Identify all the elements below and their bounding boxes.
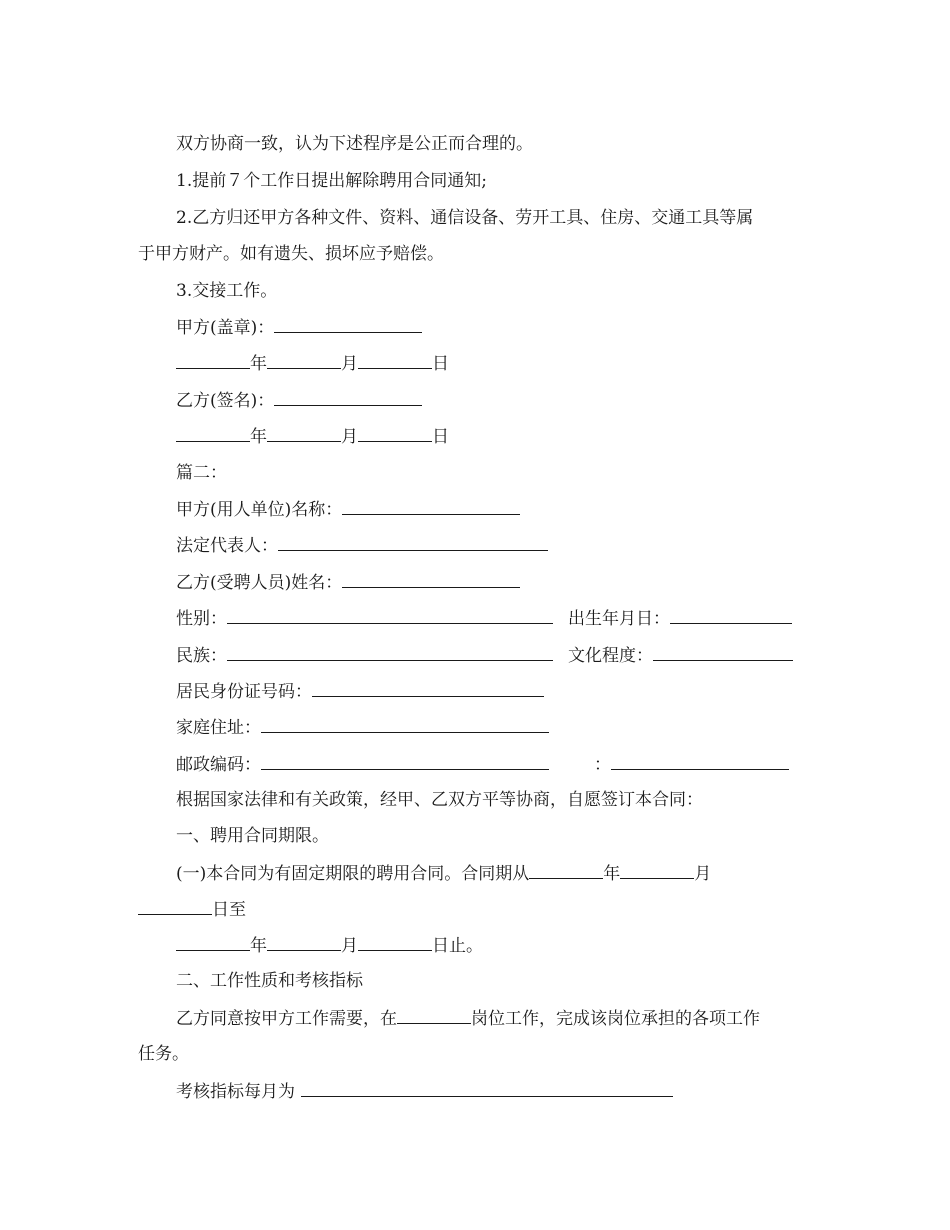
postcode-label: 邮政编码： [176, 755, 261, 775]
party-b-sign-row [176, 389, 422, 411]
term-start-day-row [138, 898, 246, 920]
ethnicity-blank[interactable] [227, 644, 553, 661]
term-text: (一)本合同为有固定期限的聘用合同。合同期从 [176, 864, 530, 884]
birth-label: 出生年月日： [568, 609, 670, 629]
ethnicity-label: 民族： [176, 646, 227, 666]
work-text-b: 岗位工作，完成该岗位承担的各项工作 [471, 1009, 760, 1029]
unnamed-field-blank[interactable] [611, 753, 789, 770]
party-a-seal-row [176, 316, 422, 338]
gender-label: 性别： [176, 609, 227, 629]
contract-basis: 根据国家法律和有关政策，经甲、乙双方平等协商，自愿签订本合同： [176, 790, 703, 810]
term-end-month-blank[interactable] [267, 934, 341, 951]
kpi-row [176, 1080, 673, 1102]
work-text-a: 乙方同意按甲方工作需要，在 [176, 1009, 397, 1029]
section-two-heading: 篇二： [176, 463, 227, 483]
id-number-label: 居民身份证号码： [176, 682, 312, 702]
work-heading: 二、工作性质和考核指标 [176, 971, 363, 991]
term-heading: 一、聘用合同期限。 [176, 826, 329, 846]
work-text-row [176, 1007, 760, 1029]
month-label: 月 [341, 354, 358, 374]
gender-row [176, 607, 553, 629]
kpi-label: 考核指标每月为 [176, 1082, 295, 1102]
id-number-row [176, 680, 544, 702]
term-month-label: 月 [694, 864, 712, 884]
employee-name-row [176, 571, 520, 593]
term-start-year-blank[interactable] [529, 862, 603, 879]
party-a-seal-label: 甲方(盖章)： [176, 318, 275, 338]
term-start-month-blank[interactable] [620, 862, 694, 879]
party-b-year-blank[interactable] [176, 425, 250, 442]
party-a-seal-blank[interactable] [274, 316, 422, 333]
party-a-month-blank[interactable] [267, 352, 341, 369]
party-b-sign-label: 乙方(签名)： [176, 391, 275, 411]
year-label: 年 [250, 354, 267, 374]
day-label: 日 [432, 427, 449, 447]
end-month-label: 月 [341, 936, 358, 956]
address-label: 家庭住址： [176, 718, 261, 738]
term-year-label: 年 [603, 864, 621, 884]
unnamed-field-row [594, 753, 789, 775]
kpi-blank[interactable] [301, 1080, 673, 1097]
legal-rep-label: 法定代表人： [176, 536, 278, 556]
term-start-row [176, 862, 711, 884]
party-b-sign-blank[interactable] [274, 389, 422, 406]
year-label: 年 [250, 427, 267, 447]
address-row [176, 716, 549, 738]
month-label: 月 [341, 427, 358, 447]
education-blank[interactable] [653, 644, 793, 661]
term-end-year-blank[interactable] [176, 934, 250, 951]
clause-2-line-2: 于甲方财产。如有遗失、损坏应予赔偿。 [138, 244, 444, 264]
day-label: 日 [432, 354, 449, 374]
unnamed-field-colon: ： [594, 755, 611, 775]
employer-name-row [176, 498, 520, 520]
end-year-label: 年 [250, 936, 267, 956]
work-text-line-2: 任务。 [138, 1044, 189, 1064]
term-start-day-blank[interactable] [138, 898, 212, 915]
party-b-month-blank[interactable] [267, 425, 341, 442]
party-a-date-row [176, 352, 449, 374]
clause-3: 3.交接工作。 [176, 281, 278, 301]
postcode-row [176, 753, 549, 775]
position-blank[interactable] [397, 1007, 471, 1024]
party-b-day-blank[interactable] [358, 425, 432, 442]
paragraph-consensus: 双方协商一致，认为下述程序是公正而合理的。 [176, 134, 533, 154]
employee-name-blank[interactable] [342, 571, 520, 588]
gender-blank[interactable] [227, 607, 553, 624]
employer-name-label: 甲方(用人单位)名称： [176, 500, 343, 520]
birth-row [568, 607, 792, 629]
end-day-label: 日止。 [432, 936, 483, 956]
party-a-day-blank[interactable] [358, 352, 432, 369]
clause-2-line-1: 2.乙方归还甲方各种文件、资料、通信设备、劳开工具、住房、交通工具等属 [176, 208, 754, 228]
birth-blank[interactable] [670, 607, 792, 624]
employee-name-label: 乙方(受聘人员)姓名： [176, 573, 343, 593]
term-end-day-blank[interactable] [358, 934, 432, 951]
id-number-blank[interactable] [312, 680, 544, 697]
term-day-to-label: 日至 [212, 900, 246, 920]
term-end-row [176, 934, 483, 956]
ethnicity-row [176, 644, 553, 666]
legal-rep-blank[interactable] [278, 534, 548, 551]
clause-1: 1.提前７个工作日提出解除聘用合同通知; [176, 171, 487, 191]
legal-rep-row [176, 534, 548, 556]
address-blank[interactable] [261, 716, 549, 733]
party-b-date-row [176, 425, 449, 447]
education-row [568, 644, 793, 666]
employer-name-blank[interactable] [342, 498, 520, 515]
postcode-blank[interactable] [261, 753, 549, 770]
education-label: 文化程度： [568, 646, 653, 666]
party-a-year-blank[interactable] [176, 352, 250, 369]
